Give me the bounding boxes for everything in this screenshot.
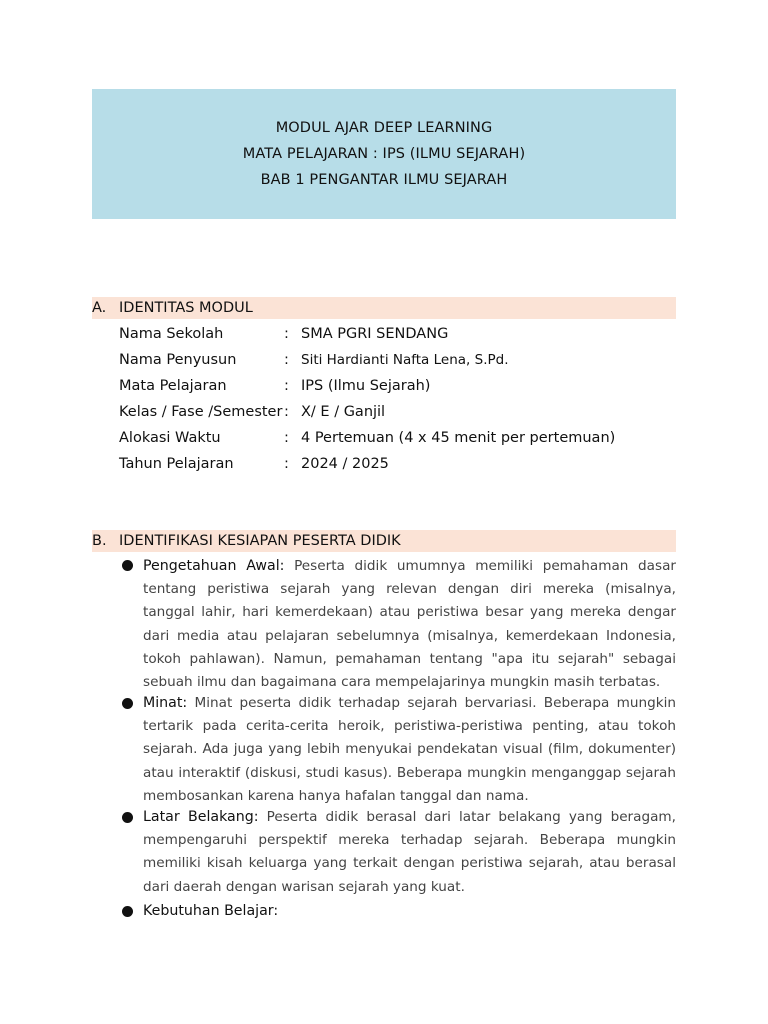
bullet-icon xyxy=(122,812,133,823)
item-lead: Pengetahuan Awal: xyxy=(143,558,285,574)
section-b-title: IDENTIFIKASI KESIAPAN PESERTA DIDIK xyxy=(119,533,401,549)
section-a-letter: A. xyxy=(92,300,107,316)
item-text: Peserta didik berasal dari latar belakang yang beragam, mempengaruhi perspektif mereka terhadap sejarah. Beberapa mungkin memiliki kisah keluarga yang terkait dengan peristiwa sejarah, atau berasal dari daerah dengan warisan sejarah yang kuat. xyxy=(143,809,676,895)
bullet-icon xyxy=(122,560,133,571)
identity-value: SMA PGRI SENDANG xyxy=(301,326,449,342)
identity-colon: : xyxy=(284,352,289,368)
identity-label: Alokasi Waktu xyxy=(119,430,221,446)
module-header xyxy=(92,89,676,219)
identity-colon: : xyxy=(284,326,289,342)
identity-colon: : xyxy=(284,430,289,446)
identity-label: Kelas / Fase /Semester xyxy=(119,404,283,420)
section-b-heading xyxy=(92,530,676,552)
header-subject: MATA PELAJARAN : IPS (ILMU SEJARAH) xyxy=(242,146,526,162)
identity-value: IPS (Ilmu Sejarah) xyxy=(301,378,431,394)
readiness-item-interest xyxy=(143,692,676,808)
header-chapter: BAB 1 PENGANTAR ILMU SEJARAH xyxy=(260,172,508,188)
identity-colon: : xyxy=(284,378,289,394)
identity-value: 4 Pertemuan (4 x 45 menit per pertemuan) xyxy=(301,430,616,446)
bullet-icon xyxy=(122,698,133,709)
readiness-item-background xyxy=(143,806,676,899)
readiness-item-learning-needs xyxy=(143,900,676,923)
readiness-item-prior-knowledge xyxy=(143,555,676,694)
section-b-letter: B. xyxy=(92,533,107,549)
item-lead: Latar Belakang: xyxy=(143,809,259,825)
identity-value: X/ E / Ganjil xyxy=(301,404,386,420)
identity-colon: : xyxy=(284,404,289,420)
item-text: Minat peserta didik terhadap sejarah bervariasi. Beberapa mungkin tertarik pada cerita-cerita heroik, peristiwa-peristiwa penting, atau tokoh sejarah. Ada juga yang lebih menyukai pendekatan visual (film, dokumenter) atau interaktif (diskusi, studi kasus). Beberapa mungkin menganggap sejarah membosankan karena hanya hafalan tanggal dan nama. xyxy=(143,695,676,804)
identity-value: Siti Hardianti Nafta Lena, S.Pd. xyxy=(301,352,509,368)
bullet-icon xyxy=(122,906,133,917)
identity-label: Mata Pelajaran xyxy=(119,378,227,394)
identity-value: 2024 / 2025 xyxy=(301,456,389,472)
item-lead: Minat: xyxy=(143,695,188,711)
identity-label: Tahun Pelajaran xyxy=(119,456,234,472)
identity-label: Nama Penyusun xyxy=(119,352,237,368)
identity-label: Nama Sekolah xyxy=(119,326,224,342)
section-a-heading xyxy=(92,297,676,319)
section-a-title: IDENTITAS MODUL xyxy=(119,300,253,316)
item-lead: Kebutuhan Belajar: xyxy=(143,903,279,919)
identity-colon: : xyxy=(284,456,289,472)
header-title: MODUL AJAR DEEP LEARNING xyxy=(275,120,493,136)
item-text: Peserta didik umumnya memiliki pemahaman dasar tentang peristiwa sejarah yang relevan dengan diri mereka (misalnya, tanggal lahir, hari kemerdekaan) atau peristiwa besar yang mereka dengar dari media atau pelajaran sebelumnya (misalnya, kemerdekaan Indonesia, tokoh pahlawan). Namun, pemahaman tentang "apa itu sejarah" sebagai sebuah ilmu dan bagaimana cara mempelajarinya mungkin masih terbatas. xyxy=(143,558,677,691)
